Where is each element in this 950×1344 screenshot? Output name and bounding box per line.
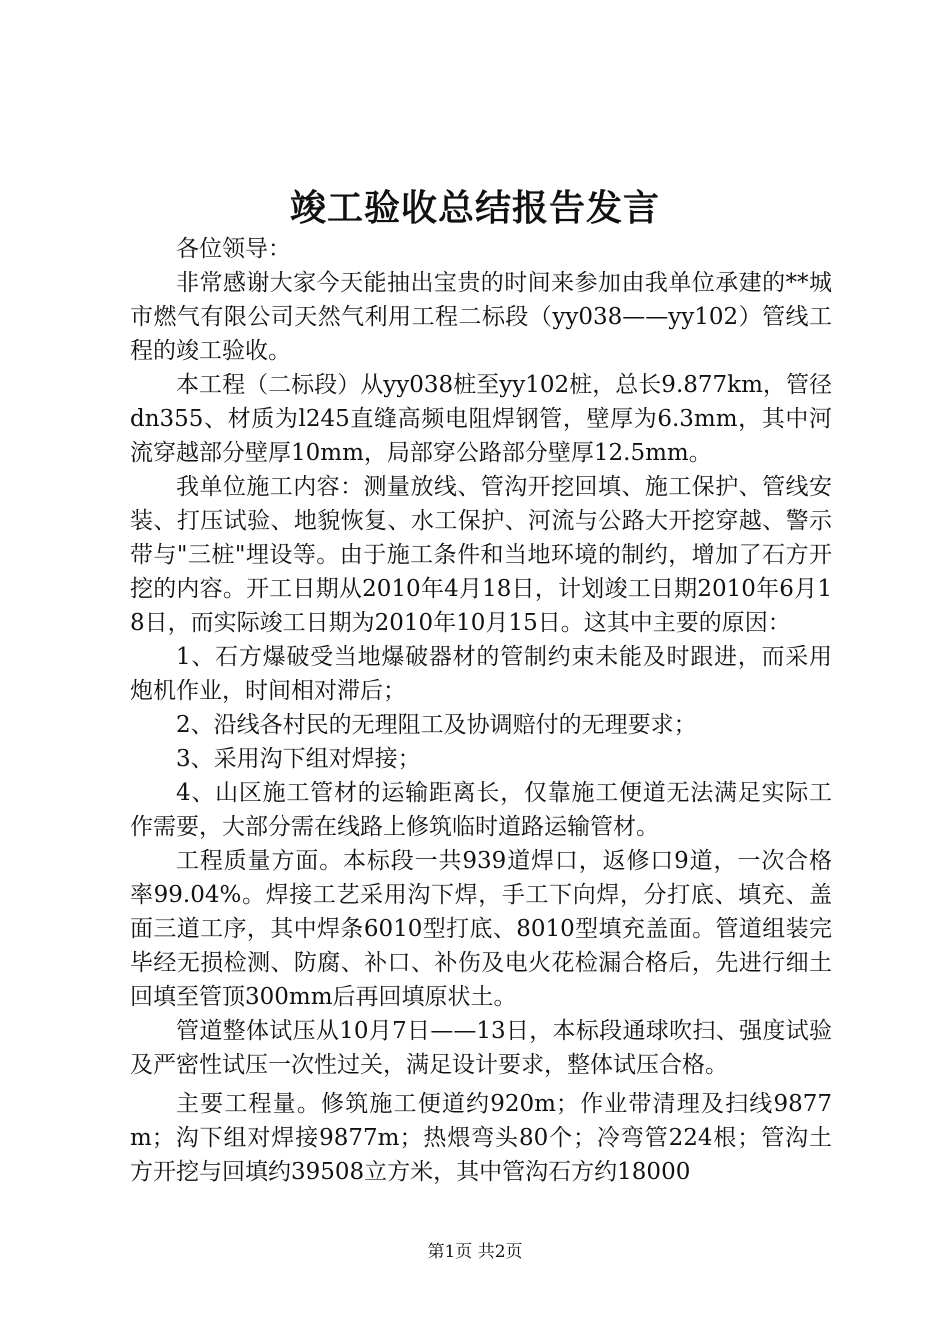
paragraph-intro: 非常感谢大家今天能抽出宝贵的时间来参加由我单位承建的**城市燃气有限公司天然气利用工程二标段（yy038——yy102）管线工程的竣工验收。 [130,270,832,364]
paragraph-main-quantities: 主要工程量。修筑施工便道约920m；作业带清理及扫线9877m；沟下组对焊接9877m；热煨弯头80个；冷弯管224根；管沟土方开挖与回填约39508立方米，其中管沟石方约18000 [130,1091,832,1185]
document-body [130,232,832,1189]
paragraph-reason-3: 3、采用沟下组对焊接； [176,746,421,772]
paragraph-construction-content: 我单位施工内容：测量放线、管沟开挖回填、施工保护、管线安装、打压试验、地貌恢复、水工保护、河流与公路大开挖穿越、警示带与"三桩"埋设等。由于施工条件和当地环境的制约，增加了石方开挖的内容。开工日期从2010年4月18日，计划竣工日期2010年6月18日，而实际竣工日期为2010年10月15日。这其中主要的原因： [130,474,832,636]
paragraph-reason-4: 4、山区施工管材的运输距离长，仅靠施工便道无法满足实际工作需要，大部分需在线路上修筑临时道路运输管材。 [130,780,832,840]
document-title: 竣工验收总结报告发言 [289,187,660,229]
paragraph-reason-2: 2、沿线各村民的无理阻工及协调赔付的无理要求； [176,712,697,738]
paragraph-reason-1: 1、石方爆破受当地爆破器材的管制约束未能及时跟进，而采用炮机作业，时间相对滞后； [130,644,832,704]
paragraph-pressure-test: 管道整体试压从10月7日——13日，本标段通球吹扫、强度试验及严密性试压一次性过关，满足设计要求，整体试压合格。 [130,1018,832,1078]
page-footer: 第1页 共2页 [427,1242,523,1262]
paragraph-quality: 工程质量方面。本标段一共939道焊口，返修口9道，一次合格率99.04%。焊接工艺采用沟下焊，手工下向焊，分打底、填充、盖面三道工序，其中焊条6010型打底、8010型填充盖面。管道组装完毕经无损检测、防腐、补口、补伤及电火花检漏合格后，先进行细土回填至管顶300mm后再回填原状土。 [130,848,832,1010]
salutation: 各位领导： [176,236,291,262]
paragraph-project-overview: 本工程（二标段）从yy038桩至yy102桩，总长9.877km，管径dn355、材质为l245直缝高频电阻焊钢管，壁厚为6.3mm，其中河流穿越部分壁厚10mm，局部穿公路部分壁厚12.5mm。 [130,372,832,466]
